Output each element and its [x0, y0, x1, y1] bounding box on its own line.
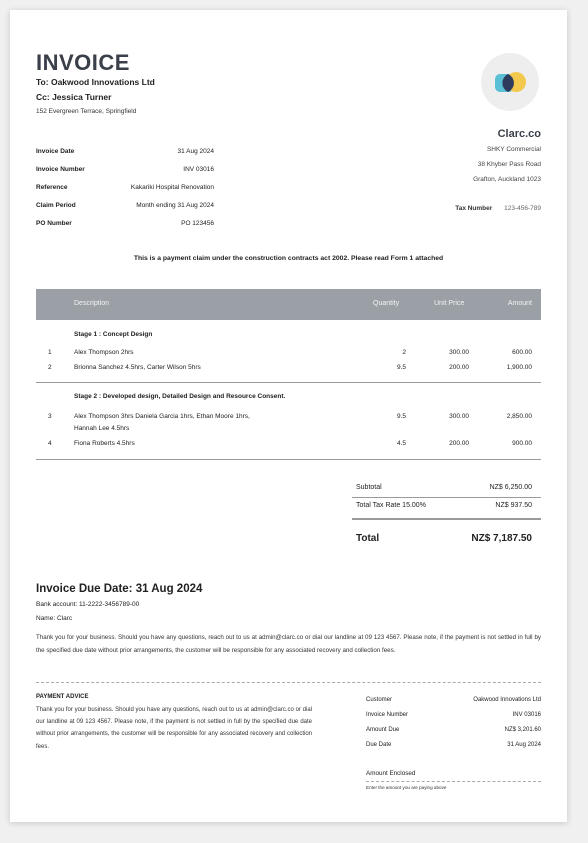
- subtotal-value: NZ$ 6,250.00: [489, 484, 532, 491]
- meta-row-claim-period: [36, 202, 214, 209]
- cc-line: [36, 92, 111, 102]
- row-quantity: 9.5: [396, 364, 406, 371]
- table-row: [36, 413, 541, 437]
- row-number: 3: [48, 413, 52, 420]
- meta-label: Invoice Date: [36, 148, 75, 155]
- due-date-title: Invoice Due Date: 31 Aug 2024: [36, 583, 203, 595]
- amount-enclosed-note: Enter the amount you are paying above: [366, 785, 447, 790]
- row-amount: 1,900.00: [506, 364, 532, 371]
- invoice-page: [10, 10, 567, 822]
- row-description-continued: Hannah Lee 4.5hrs: [74, 425, 130, 432]
- stage-heading: [36, 331, 541, 341]
- payment-advice-title: PAYMENT ADVICE: [36, 694, 89, 700]
- slip-label: Invoice Number: [366, 712, 409, 718]
- row-unit-price: 300.00: [449, 349, 469, 356]
- row-unit-price: 300.00: [449, 413, 469, 420]
- subtotal-label: Subtotal: [356, 484, 382, 491]
- total-row: [356, 533, 532, 544]
- invoice-title: INVOICE: [36, 50, 130, 75]
- table-header: [36, 289, 541, 320]
- row-amount: 600.00: [512, 349, 532, 356]
- meta-label: Claim Period: [36, 202, 76, 209]
- recipient-line: [36, 77, 155, 87]
- header-quantity: Quantity: [373, 300, 400, 307]
- amount-enclosed-label: Amount Enclosed: [366, 770, 416, 777]
- slip-row-invoice-number: [366, 712, 541, 718]
- header-unit-price: Unit Price: [434, 300, 465, 307]
- divider: [36, 382, 541, 383]
- row-unit-price: 200.00: [449, 440, 469, 447]
- row-number: 4: [48, 440, 52, 447]
- stage-label: Stage 2 : Developed design, Detailed Design and Resource Consent.: [74, 393, 286, 400]
- table-row: [36, 440, 541, 450]
- row-amount: 2,850.00: [506, 413, 532, 420]
- company-logo: [481, 53, 539, 111]
- company-address-line: SHKY Commercial: [486, 146, 541, 153]
- meta-value: PO 123456: [181, 220, 214, 227]
- tax-number: [455, 205, 541, 212]
- header-description: Description: [74, 300, 110, 307]
- slip-row-amount-due: [366, 727, 541, 733]
- row-quantity: 4.5: [396, 440, 406, 447]
- slip-label: Amount Due: [366, 727, 400, 733]
- table-row: [36, 364, 541, 374]
- company-address-line: 38 Khyber Pass Road: [477, 161, 541, 168]
- logo-icon: [481, 53, 539, 111]
- total-label: Total: [356, 533, 380, 544]
- stage-label: Stage 1 : Concept Design: [74, 331, 153, 338]
- divider: [36, 459, 541, 460]
- to-value: Oakwood Innovations Ltd: [50, 77, 155, 87]
- meta-row-invoice-number: [36, 166, 214, 173]
- tear-line: [36, 682, 541, 683]
- meta-label: Reference: [36, 184, 68, 191]
- tax-value: 123-456-789: [504, 205, 541, 212]
- meta-label: PO Number: [36, 220, 72, 227]
- payment-advice-text: Thank you for your business. Should you have any questions, reach out to us at admin@clarc.co or dial our landline at 09 123 4567. Please note, if the payment is not settled in full by the specified due date without prior arrangements, the customer will be responsible for any associated recovery and collection fees.: [36, 707, 312, 750]
- slip-label: Customer: [366, 697, 393, 703]
- bank-account: Bank account: 11-2222-3456789-00: [36, 601, 140, 608]
- subtotal-row: [356, 484, 532, 491]
- slip-row-due-date: [366, 742, 541, 748]
- row-number: 1: [48, 349, 52, 356]
- header-amount: Amount: [507, 300, 532, 307]
- meta-row-invoice-date: [36, 148, 214, 155]
- cc-value: Jessica Turner: [52, 92, 112, 102]
- slip-row-customer: [366, 697, 541, 703]
- row-description: Brionna Sanchez 4.5hrs, Carter Wilson 5hrs: [74, 364, 201, 371]
- amount-enclosed-field[interactable]: [366, 781, 541, 782]
- terms-paragraph: Thank you for your business. Should you have any questions, reach out to us at admin@clarc.co or dial our landline at 09 123 4567. Please note, if the payment is not settled in full by the specified due date without prior arrangements, the customer will be responsible for any associated recovery and collection fees.: [36, 634, 541, 654]
- row-amount: 900.00: [512, 440, 532, 447]
- slip-value: Oakwood Innovations Ltd: [473, 697, 541, 703]
- row-description: Fiona Roberts 4.5hrs: [74, 440, 135, 447]
- slip-label: Due Date: [366, 742, 392, 748]
- cc-label: Cc:: [36, 92, 50, 102]
- row-number: 2: [48, 364, 52, 371]
- stage-heading: [36, 393, 541, 403]
- row-quantity: 2: [402, 349, 406, 356]
- slip-value: 31 Aug 2024: [507, 742, 541, 748]
- meta-row-reference: [36, 184, 214, 191]
- tax-label: Tax Number: [455, 205, 493, 212]
- company-address-line: Grafton, Auckland 1023: [473, 176, 541, 183]
- divider: [352, 518, 541, 520]
- meta-value: INV 03016: [183, 166, 214, 173]
- row-unit-price: 200.00: [449, 364, 469, 371]
- tax-rate-label: Total Tax Rate 15.00%: [356, 502, 426, 509]
- meta-value: Month ending 31 Aug 2024: [136, 202, 214, 209]
- row-description: Alex Thompson 3hrs Daniela Garcia 1hrs, Ethan Moore 1hrs,: [74, 413, 250, 420]
- to-label: To:: [36, 77, 49, 87]
- meta-value: Kakariki Hospital Renovation: [130, 184, 214, 191]
- meta-value: 31 Aug 2024: [177, 148, 214, 155]
- tax-row: [356, 502, 532, 509]
- claim-notice: This is a payment claim under the construction contracts act 2002. Please read Form 1 attached: [133, 255, 444, 262]
- divider: [352, 497, 541, 498]
- meta-label: Invoice Number: [36, 166, 85, 173]
- account-name: Name: Clarc: [36, 615, 73, 622]
- tax-rate-value: NZ$ 937.50: [495, 502, 532, 509]
- company-name: Clarc.co: [497, 128, 541, 140]
- meta-row-po-number: [36, 220, 214, 227]
- slip-value: INV 03016: [512, 712, 541, 718]
- total-value: NZ$ 7,187.50: [471, 533, 532, 544]
- row-description: Alex Thompson 2hrs: [74, 349, 134, 356]
- slip-value: NZ$ 3,201.60: [504, 727, 541, 733]
- recipient-address: 152 Evergreen Terrace, Springfield: [36, 108, 137, 115]
- table-row: [36, 349, 541, 359]
- row-quantity: 9.5: [396, 413, 406, 420]
